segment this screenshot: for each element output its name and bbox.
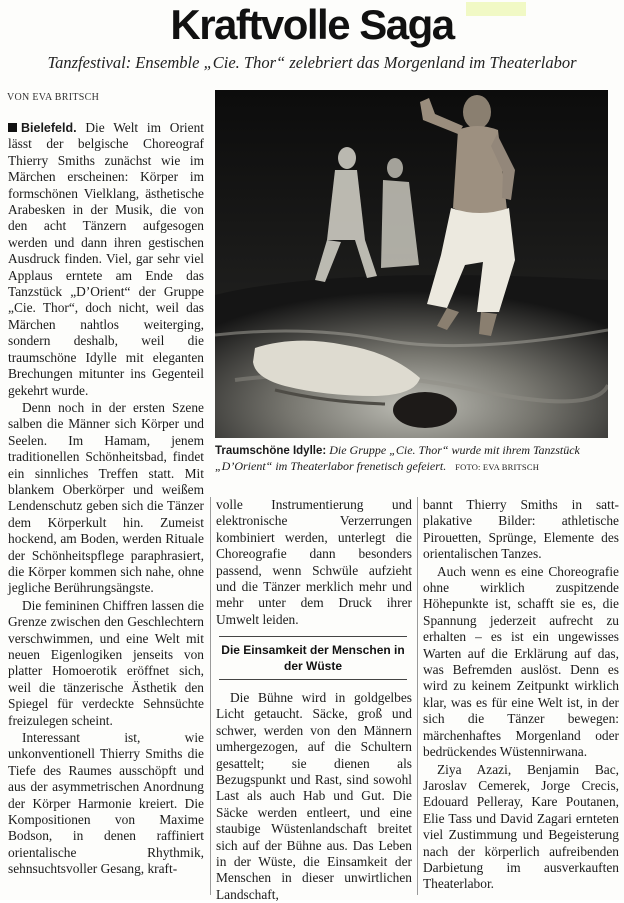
column-divider — [417, 497, 418, 895]
article-column-1 — [8, 120, 204, 878]
dance-photo — [215, 90, 608, 438]
caption-text: Die Gruppe „Cie. Thor“ wurde mit ihrem Tanzstück „D’Orient“ im Theaterlabor frenetisch gefeiert. — [215, 443, 580, 473]
article-column-2 — [216, 497, 412, 628]
photo-credit: FOTO: EVA BRITSCH — [455, 462, 540, 472]
paragraph-text: Die Welt im Orient lässt der belgische Choreograf Thierry Smiths zunächst wie im Märchen erscheinen: Körper im formschönen Vielklang, ästhetische Arabesken in der Musik, die von den acht Tänzern aufgesogen werden und dann ihren gestischen Ausdruck finden. Viel, gar sehr viel Applaus erntete am Ende das Tanzstück „D’Orient“ der Gruppe „Cie. Thor“, doch nicht, weil das Märchen nahtlos weiterging, sondern deshalb, weil die traumschöne Idylle mit eleganten Brechungen mitunter ins Gegenteil gekehrt wurde. — [8, 120, 204, 398]
subheadline: Tanzfestival: Ensemble „Cie. Thor“ zelebriert das Morgenland im Theaterlabor — [47, 53, 577, 72]
paragraph: Die Bühne wird in goldgelbes Licht getaucht. Säcke, groß und schwer, werden von den Männern umhergezogen, auf die Schultern gesattelt; sie dienen als Bezugspunkt und Rast, sind sowohl Last als auch Hab und Gut. Die Säcke werden entleert, und eine staubige Wüstenlandschaft breitet sich auf der Bühne aus. Das Leben in der Wüste, die Einsamkeit der Menschen in dieser unwirtlichen Landschaft, — [216, 690, 412, 902]
byline: VON EVA BRITSCH — [7, 92, 100, 103]
paragraph: Denn noch in der ersten Szene salben die Männer sich Körper und Seelen. Im Hamam, jenem traditionellen Schönheitsbad, findet ein sinnliches Treffen statt. Mit blankem Oberkörper und weißem Lendenschutz geben sich die Tänzer dem Körperkult hin. Zumeist hockend, am Boden, werden Rituale der Schönheitspflege paraphrasiert, die Körper kommen sich nahe, ohne jegliche Berührungsängste. — [8, 399, 204, 596]
column-divider — [210, 497, 211, 895]
paragraph — [8, 120, 204, 399]
article-column-2-continued — [216, 690, 412, 903]
square-bullet-icon — [8, 123, 17, 132]
photo-caption — [215, 443, 613, 475]
section-heading: Die Einsamkeit der Menschen in der Wüste — [219, 636, 407, 680]
headline: Kraftvolle Saga — [170, 1, 454, 48]
paragraph: Interessant ist, wie unkonventionell Thierry Smiths die Tiefe des Raumes ausschöpft und aus der asymmetrischen Anordnung der Körper Harmonie kreiert. Die Kompositionen von Maxime Bodson, in denen raffiniert orientalische Rhythmik, sehnsuchtsvoller Gesang, kraft- — [8, 730, 204, 877]
paragraph: Die femininen Chiffren lassen die Grenze zwischen den Geschlechtern verschwimmen, und eine Welt mit neuen Eigenlogiken jenseits von platter Homoerotik eröffnet sich, weil die tänzerische Ästhetik den Spiegel für verdeckte Sehnsüchte freizulegen scheint. — [8, 597, 204, 728]
paragraph: Auch wenn es eine Choreografie ohne wirklich zuspitzende Höhepunkte ist, schafft sie es, die Spannung jederzeit aufrecht zu erhalten – es ist ein ungewisses Warten auf die Erklärung auf das, was Befremden auslöst. Denn es wird zu keinem Zeitpunkt wirklich klar, was es für eine Welt ist, in der sich die Tänzer bewegen: märchenhaftes Morgenland oder bedrückendes Wüstennirwana. — [423, 563, 619, 760]
paragraph: Ziya Azazi, Benjamin Bac, Jaroslav Cemerek, Jorge Crecis, Edouard Pelleray, Kare Poutanen, Elie Tass und David Zagari ernteten viel Zustimmung und Begeisterung nach der körperlich aufreibenden Darbietung im ausverkauften Theaterlabor. — [423, 761, 619, 892]
dateline: Bielefeld. — [21, 121, 77, 135]
paragraph: bannt Thierry Smiths in satt-plakative Bilder: athletische Pirouetten, Sprünge, Elemente des orientalischen Tanzes. — [423, 497, 619, 562]
paragraph: volle Instrumentierung und elektronische Verzerrungen kombiniert werden, unterlegt die Choreografie dann besonders passend, wenn Schwüle aufzieht und die Tänzer merklich mehr und mehr unter dem Druck ihrer Umwelt leiden. — [216, 497, 412, 627]
article-column-3 — [423, 497, 619, 893]
caption-lead: Traumschöne Idylle: — [215, 445, 327, 457]
